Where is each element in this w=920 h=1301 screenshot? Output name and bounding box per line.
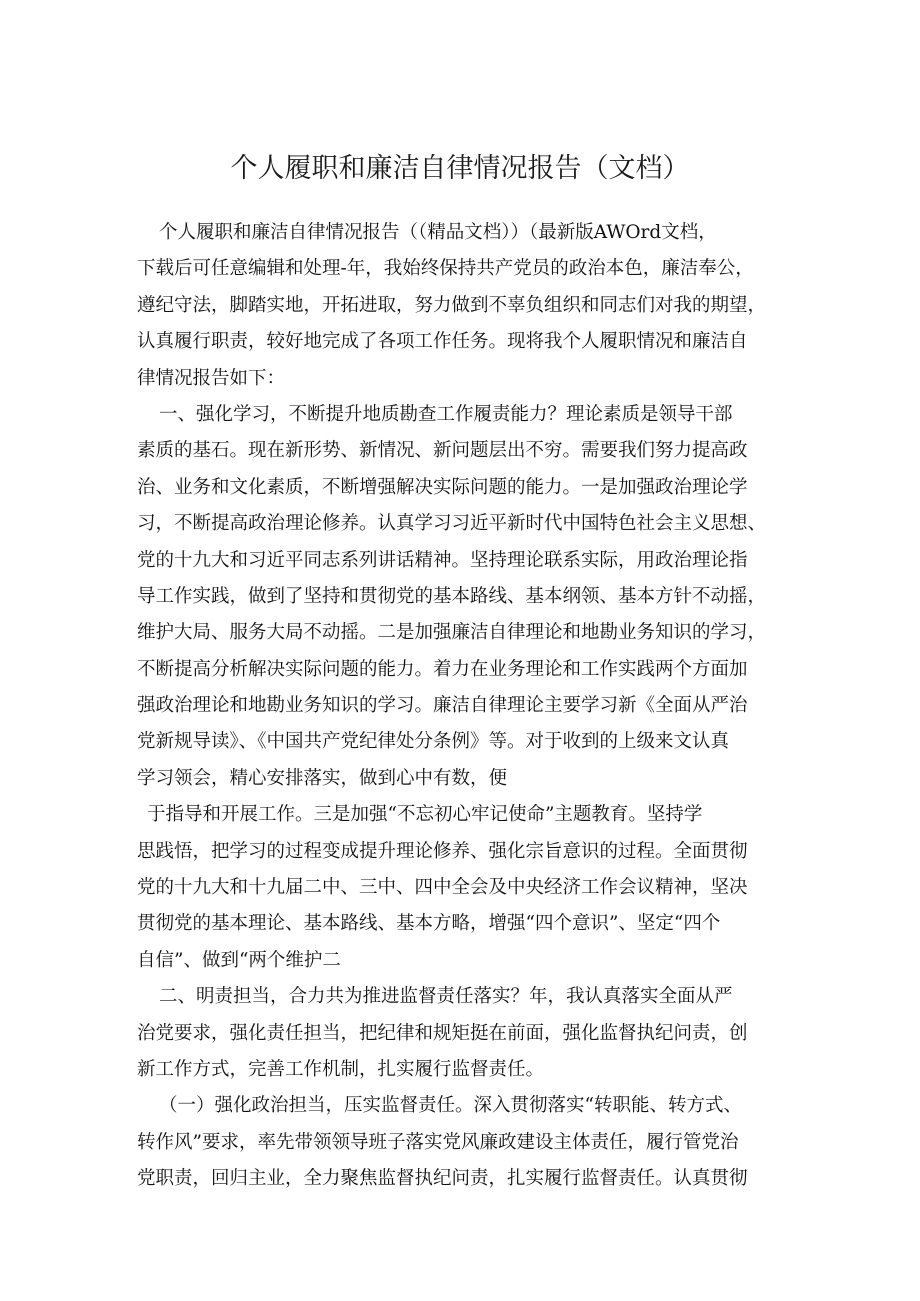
text-line: 导工作实践，做到了坚持和贯彻党的基本路线、基本纲领、基本方针不动摇， — [137, 585, 767, 607]
text-line: 维护大局、服务大局不动摇。二是加强廉洁自律理论和地勘业务知识的学习， — [137, 622, 767, 644]
text-line: 习，不断提高政治理论修养。认真学习习近平新时代中国特色社会主义思想、 — [137, 513, 767, 535]
document-title: 个人履职和廉洁自律情况报告（文档） — [230, 153, 690, 184]
text-line: 自信”、做到“两个维护二 — [137, 949, 341, 971]
text-line: 下载后可任意编辑和处理-年，我始终保持共产党员的政治本色，廉洁奉公， — [137, 258, 754, 280]
text-line: 治、业务和文化素质，不断增强解决实际问题的能力。一是加强政治理论学 — [137, 476, 748, 498]
text-line: 一、强化学习，不断提升地质勘查工作履责能力？理论素质是领导干部 — [159, 403, 733, 425]
text-line: 党新规导读》、《中国共产党纪律处分条例》等。对于收到的上级来文认真 — [137, 731, 730, 753]
text-line: 遵纪守法，脚踏实地，开拓进取，努力做到不辜负组织和同志们对我的期望， — [137, 294, 767, 316]
text-line: 不断提高分析解决实际问题的能力。着力在业务理论和工作实践两个方面加 — [137, 658, 748, 680]
text-line: 个人履职和廉洁自律情况报告（（精品文档））（最新版AWOrd文档， — [159, 222, 717, 243]
text-line: 学习领会，精心安排落实，做到心中有数，便 — [137, 767, 508, 789]
text-line: 思践悟，把学习的过程变成提升理论修养、强化宗旨意识的过程。全面贯彻 — [137, 840, 748, 862]
text-line: 党的十九大和十九届二中、三中、四中全会及中央经济工作会议精神，坚决 — [137, 877, 748, 899]
text-line: 党职责，回归主业，全力聚焦监督执纪问责，扎实履行监督责任。认真贯彻 — [137, 1168, 748, 1190]
text-line: 治党要求，强化责任担当，把纪律和规矩挺在前面，强化监督执纪问责，创 — [137, 1022, 748, 1044]
text-line: （一）强化政治担当，压实监督责任。深入贯彻落实“转职能、转方式、 — [159, 1095, 742, 1117]
text-line: 新工作方式，完善工作机制，扎实履行监督责任。 — [137, 1058, 545, 1080]
text-line: 于指导和开展工作。三是加强“不忘初心牢记使命”主题教育。坚持学 — [147, 804, 703, 826]
text-line: 贯彻党的基本理论、基本路线、基本方略，增强“四个意识”、坚定“四个 — [137, 913, 721, 935]
text-line: 强政治理论和地勘业务知识的学习。廉洁自律理论主要学习新《全面从严治 — [137, 695, 748, 717]
document-body — [137, 215, 792, 1198]
text-line: 党的十九大和习近平同志系列讲话精神。坚持理论联系实际，用政治理论指 — [137, 549, 748, 571]
text-line: 二、明责担当，合力共为推进监督责任落实？年，我认真落实全面从严 — [159, 986, 733, 1008]
text-line: 认真履行职责，较好地完成了各项工作任务。现将我个人履职情况和廉洁自 — [137, 331, 748, 353]
text-line: 转作风”要求，率先带领领导班子落实党风廉政建设主体责任，履行管党治 — [137, 1131, 739, 1153]
text-line: 律情况报告如下： — [137, 367, 286, 389]
text-line: 素质的基石。现在新形势、新情况、新问题层出不穷。需要我们努力提高政 — [137, 440, 748, 462]
